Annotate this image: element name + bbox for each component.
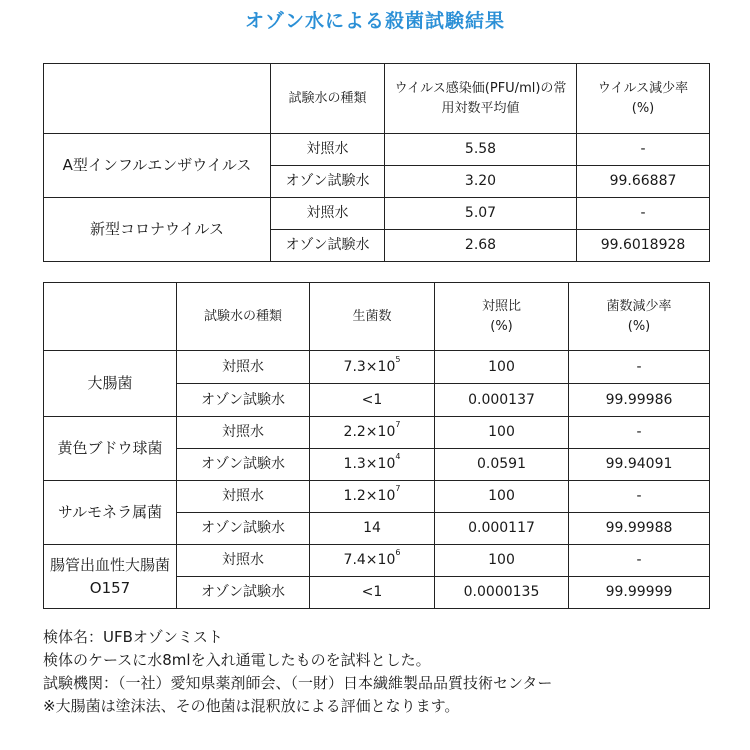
reduction-rate: - xyxy=(577,198,710,230)
header-viable-count: 生菌数 xyxy=(310,283,435,351)
header-bacteria-reduction: 菌数減少率 (%) xyxy=(569,283,710,351)
control-ratio: 0.0000135 xyxy=(435,577,569,609)
reduction-rate: 99.99999 xyxy=(569,577,710,609)
header-water-type: 試験水の種類 xyxy=(177,283,310,351)
water-type: オゾン試験水 xyxy=(271,166,385,198)
reduction-rate: 99.94091 xyxy=(569,449,710,481)
reduction-rate: 99.99986 xyxy=(569,384,710,417)
water-type: 対照水 xyxy=(177,545,310,577)
note-testing-institution: 試験機関：（一社）愛知県薬剤師会、（一財）日本繊維製品品質技術センター xyxy=(43,674,553,692)
header-control-ratio: 対照比 (%) xyxy=(435,283,569,351)
virus-titer: 3.20 xyxy=(385,166,577,198)
control-ratio: 0.000117 xyxy=(435,513,569,545)
bacteria-results-table xyxy=(43,282,710,609)
reduction-rate: - xyxy=(569,351,710,384)
bacteria-name: 黄色ブドウ球菌 xyxy=(44,417,177,481)
header-water-type: 試験水の種類 xyxy=(271,64,385,134)
reduction-rate: 99.66887 xyxy=(577,166,710,198)
water-type: 対照水 xyxy=(177,481,310,513)
control-ratio: 100 xyxy=(435,351,569,384)
control-ratio: 0.0591 xyxy=(435,449,569,481)
water-type: オゾン試験水 xyxy=(271,230,385,262)
virus-titer: 5.07 xyxy=(385,198,577,230)
viable-count: 14 xyxy=(310,513,435,545)
water-type: 対照水 xyxy=(271,134,385,166)
virus-results-table xyxy=(43,63,710,262)
bacteria-name: 腸管出血性大腸菌 O157 xyxy=(44,545,177,609)
water-type: オゾン試験水 xyxy=(177,577,310,609)
viable-count: $1.2\times 10^7$ xyxy=(310,481,435,513)
virus-name: A型インフルエンザウイルス xyxy=(44,134,271,198)
viable-count: $2.2\times 10^7$ xyxy=(310,417,435,449)
bacteria-name: サルモネラ属菌 xyxy=(44,481,177,545)
control-ratio: 0.000137 xyxy=(435,384,569,417)
reduction-rate: - xyxy=(569,417,710,449)
control-ratio: 100 xyxy=(435,545,569,577)
water-type: オゾン試験水 xyxy=(177,384,310,417)
virus-titer: 2.68 xyxy=(385,230,577,262)
note-evaluation-method: ※大腸菌は塗沫法、その他菌は混釈放による評価となります。 xyxy=(43,697,460,715)
water-type: オゾン試験水 xyxy=(177,449,310,481)
reduction-rate: 99.6018928 xyxy=(577,230,710,262)
water-type: 対照水 xyxy=(177,351,310,384)
viable-count: $7.3\times 10^5$ xyxy=(310,351,435,384)
control-ratio: 100 xyxy=(435,417,569,449)
notes xyxy=(43,626,552,718)
note-sample-prep: 検体のケースに水8mlを入れ通電したものを試料とした。 xyxy=(43,651,431,669)
water-type: 対照水 xyxy=(271,198,385,230)
viable-count: $7.4\times 10^6$ xyxy=(310,545,435,577)
page-title: オゾン水による殺菌試験結果 xyxy=(244,10,505,32)
water-type: 対照水 xyxy=(177,417,310,449)
reduction-rate: - xyxy=(569,545,710,577)
header-virus-titer: ウイルス感染価(PFU/ml)の常用対数平均値 xyxy=(385,64,577,134)
reduction-rate: - xyxy=(577,134,710,166)
reduction-rate: 99.99988 xyxy=(569,513,710,545)
note-sample-name: 検体名：UFBオゾンミスト xyxy=(43,628,223,646)
virus-name: 新型コロナウイルス xyxy=(44,198,271,262)
empty-header-cell xyxy=(44,283,177,351)
empty-header-cell xyxy=(44,64,271,134)
viable-count: <1 xyxy=(310,577,435,609)
water-type: オゾン試験水 xyxy=(177,513,310,545)
viable-count: $1.3\times 10^4$ xyxy=(310,449,435,481)
virus-titer: 5.58 xyxy=(385,134,577,166)
viable-count: <1 xyxy=(310,384,435,417)
reduction-rate: - xyxy=(569,481,710,513)
bacteria-name: 大腸菌 xyxy=(44,351,177,417)
control-ratio: 100 xyxy=(435,481,569,513)
header-virus-reduction: ウイルス減少率(%) xyxy=(577,64,710,134)
